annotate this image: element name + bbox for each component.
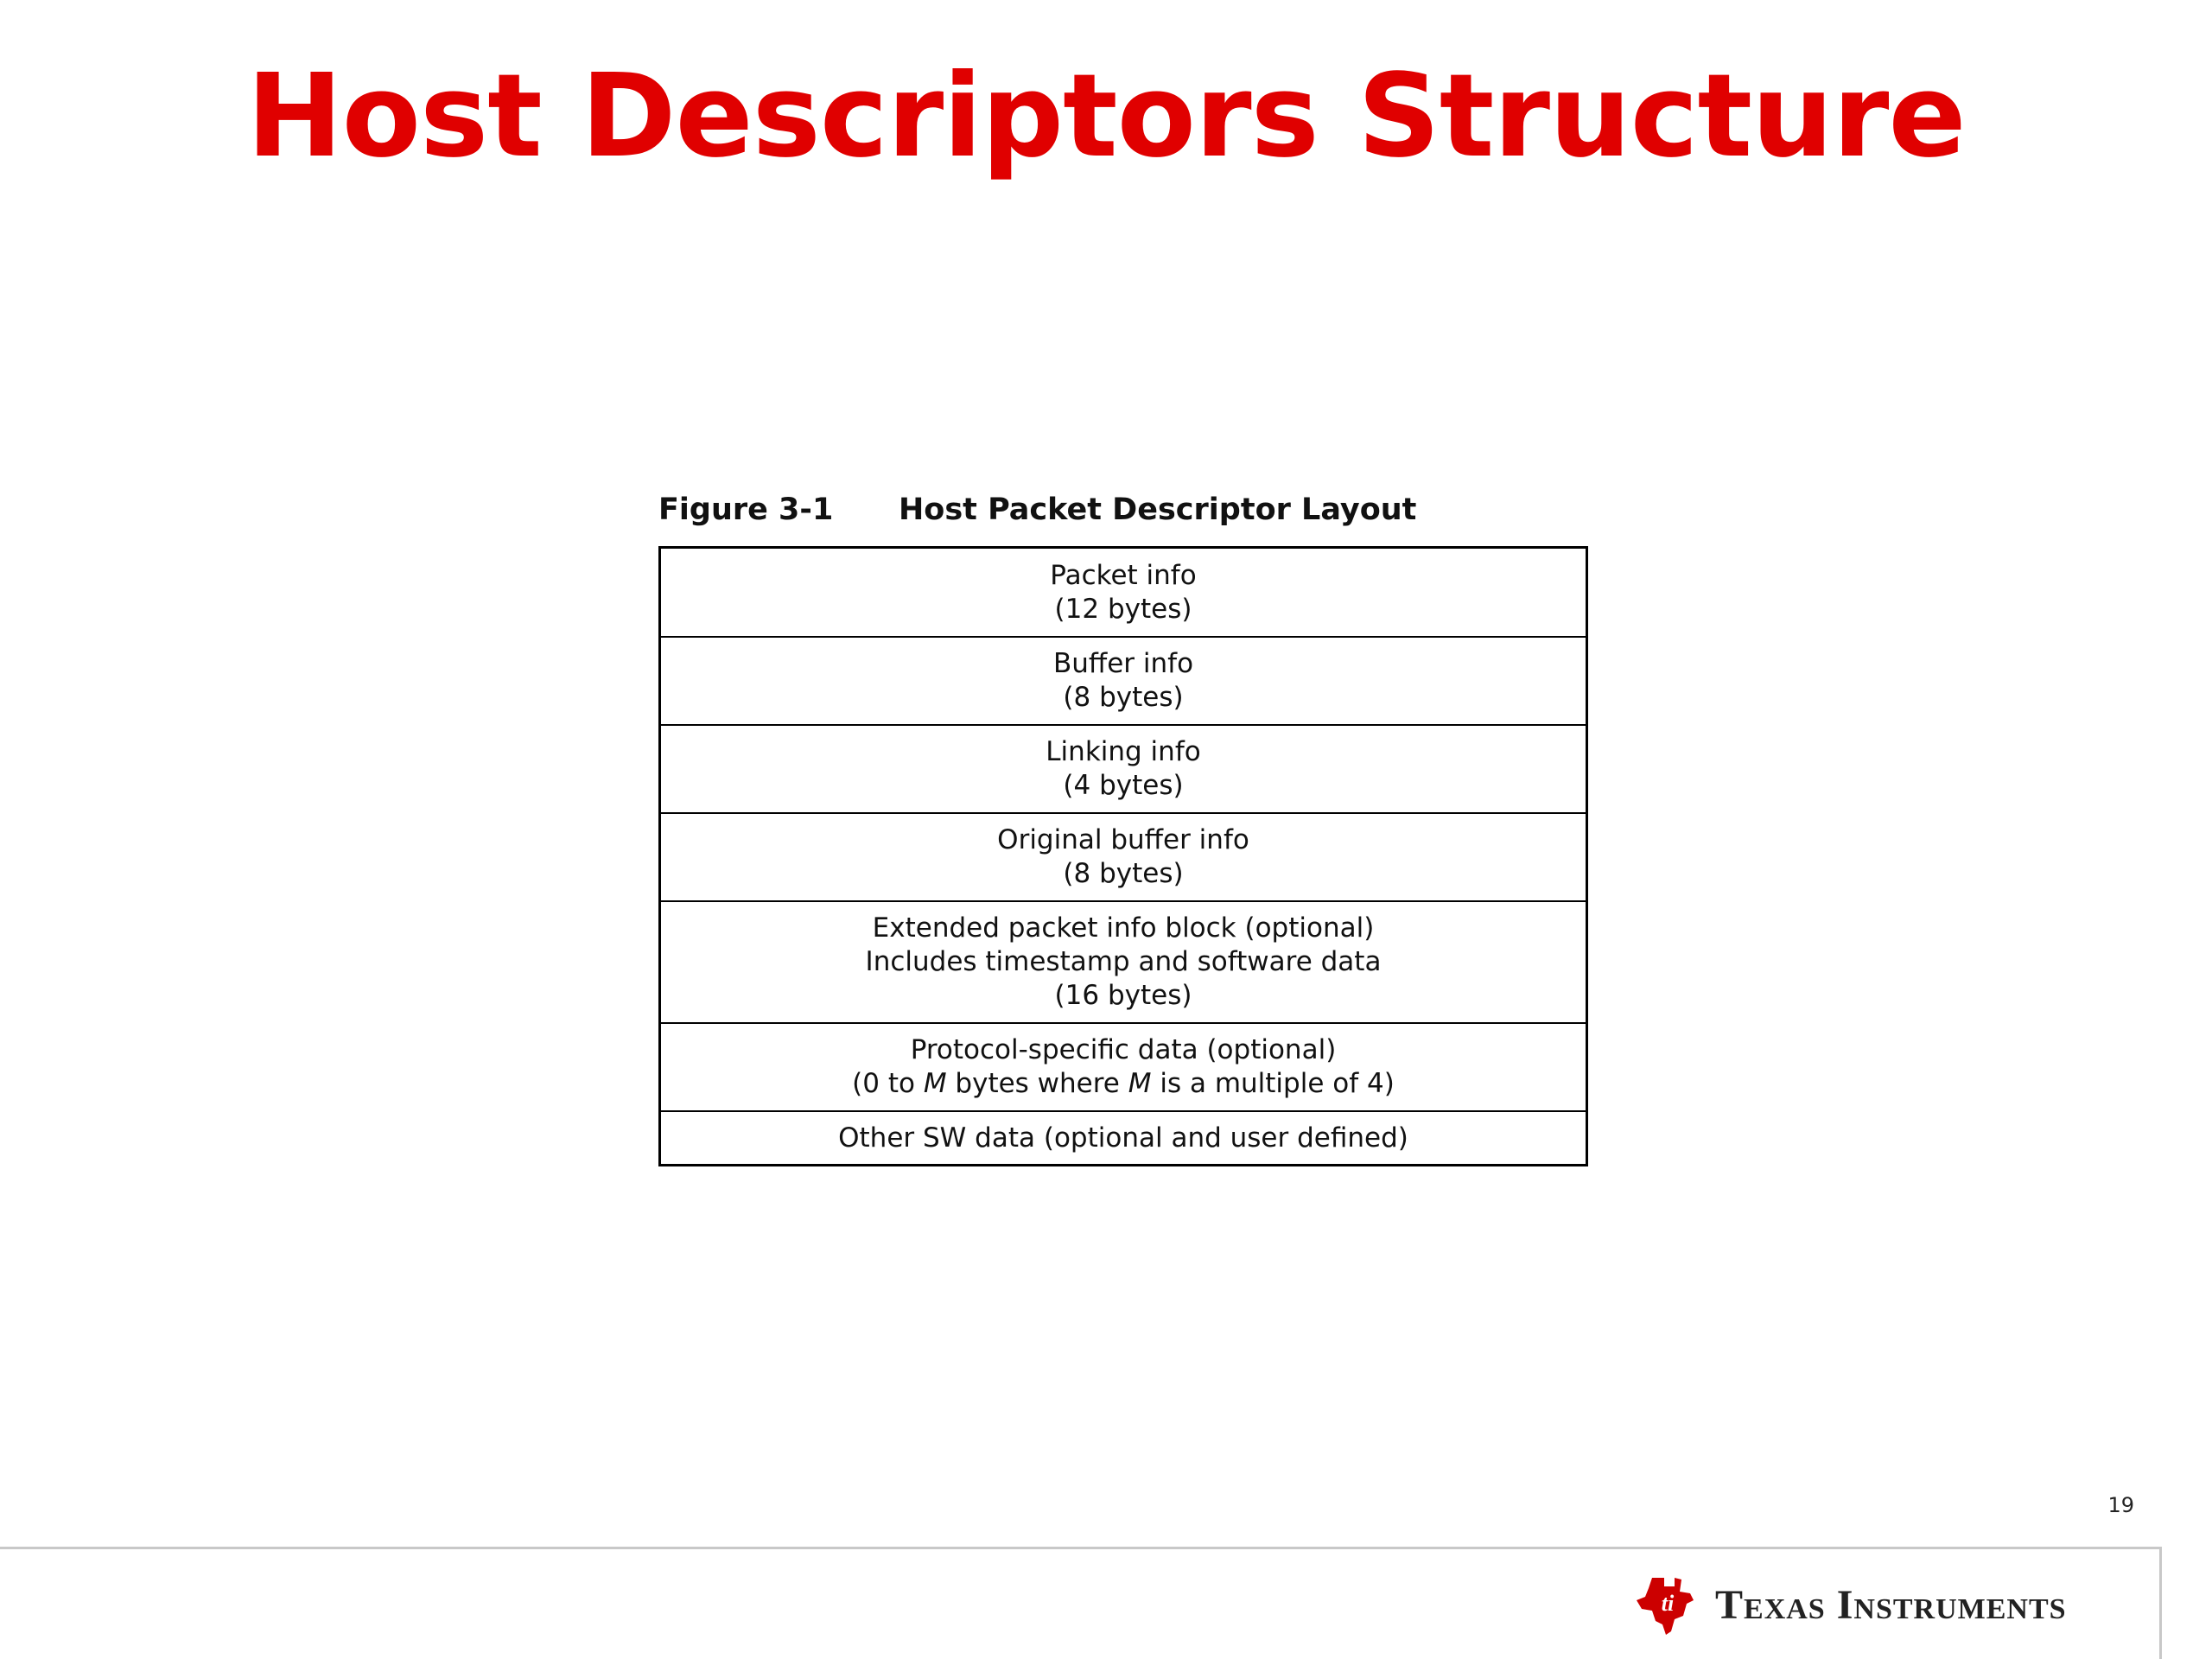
- ti-logo-icon: [1633, 1574, 1702, 1637]
- descriptor-row-linking-info: [661, 726, 1586, 814]
- descriptor-row-extended-packet-info: [661, 902, 1586, 1024]
- row-line: Linking info: [1046, 736, 1201, 767]
- row-line: Includes timestamp and software data: [865, 946, 1382, 977]
- row-line: (12 bytes): [1054, 593, 1192, 625]
- row-line: Other SW data (optional and user defined): [838, 1122, 1408, 1154]
- descriptor-row-other-sw-data: [661, 1112, 1586, 1164]
- descriptor-row-protocol-specific-data: [661, 1024, 1586, 1112]
- row-line: Packet info: [1050, 559, 1197, 591]
- row-line: (8 bytes): [1063, 858, 1184, 889]
- descriptor-row-original-buffer-info: [661, 814, 1586, 902]
- row-line: Extended packet info block (optional): [872, 912, 1375, 944]
- row-line: Protocol-specific data (optional): [910, 1034, 1337, 1065]
- svg-text:ti: ti: [1661, 1591, 1675, 1616]
- descriptor-layout-table: [658, 546, 1588, 1166]
- page-number: 19: [2107, 1493, 2134, 1517]
- slide-title: Host Descriptors Structure: [246, 50, 1966, 183]
- row-line: Buffer info: [1052, 648, 1194, 679]
- row-line: (16 bytes): [1054, 980, 1192, 1011]
- brand-name: Texas Instruments: [1715, 1582, 2067, 1628]
- figure-number: Figure 3-1: [658, 493, 834, 527]
- figure-title: Host Packet Descriptor Layout: [899, 493, 1417, 527]
- descriptor-row-buffer-info: [661, 638, 1586, 726]
- row-line: (0 to M bytes where M is a multiple of 4): [852, 1068, 1395, 1099]
- row-line: (8 bytes): [1063, 682, 1184, 713]
- row-line: (4 bytes): [1063, 770, 1184, 801]
- row-line: Original buffer info: [997, 824, 1249, 855]
- descriptor-row-packet-info: [661, 549, 1586, 638]
